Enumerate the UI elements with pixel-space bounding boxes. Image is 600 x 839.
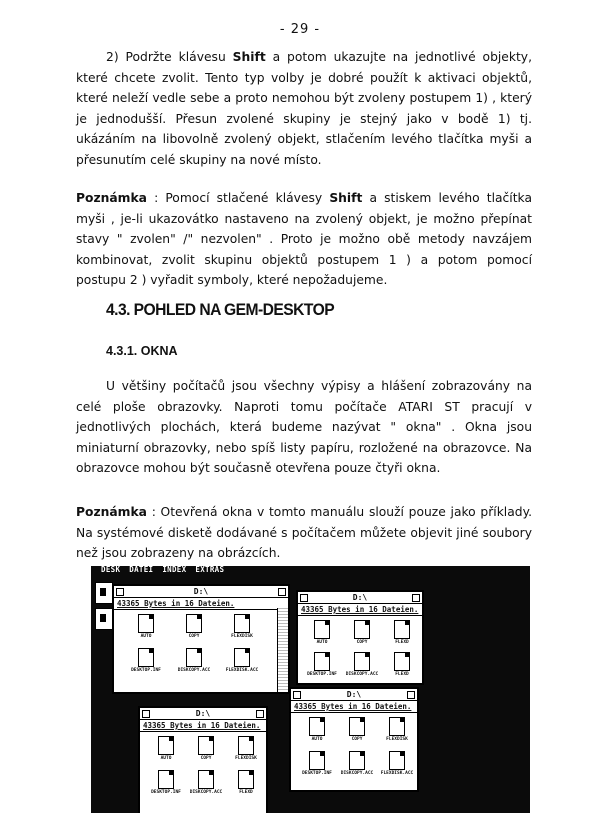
document-icon [394, 620, 410, 639]
file-icon[interactable]: COPY [174, 614, 214, 639]
gem-menubar [101, 566, 224, 576]
window-title[interactable]: D:\ [140, 708, 266, 720]
note-windows-examples [76, 502, 532, 564]
file-icon[interactable]: AUTO [146, 736, 186, 761]
paragraph-body: U většiny počítačů jsou všechny výpisy a hlášení zobrazovány na celé ploše obrazovky. Naproti tomu počítače ATARI ST pracují v jednotlivých plochách, která budeme nazývat " okna" . Okna jsou miniaturní obrazovky, nebo spíš listy papíru, rozložené na obrazovce. Na obrazovce mohou být současně otevřena pouze čtyři okna. [76, 379, 532, 475]
window-info: 43365 Bytes in 16 Dateien. [291, 701, 417, 713]
file-icon[interactable]: DESKTOP.INF [126, 648, 166, 673]
file-icon[interactable]: FLEXD [382, 652, 422, 677]
file-icon[interactable]: FLEXDISK [222, 614, 262, 639]
document-icon [158, 770, 174, 789]
file-icon[interactable]: AUTO [302, 620, 342, 645]
page-number: - 29 - [279, 22, 321, 37]
file-icon[interactable]: AUTO [297, 717, 337, 742]
window-title[interactable]: D:\ [114, 586, 288, 598]
document-icon [309, 751, 325, 770]
window-1[interactable] [112, 584, 290, 694]
document-icon [389, 751, 405, 770]
document-icon [198, 770, 214, 789]
document-icon [238, 770, 254, 789]
menu-datei[interactable]: DATEI [129, 566, 154, 574]
note-body: : Otevřená okna v tomto manuálu slouží pouze jako příklady. Na systémové disketě dodávané s počítačem můžete objevit jiné soubory než jsou zobrazeny na obrázcích. [76, 505, 532, 560]
note-body: a stiskem levého tlačítka myši , je-li ukazovátko nastaveno na zvolený objekt, je možno přepínat stavy " zvolen" /" nezvolen" . Proto je možno obě metody navzájem kombinovat, zvolit skupinu objektů postupem 1 ) a potom pomocí postupu 2 ) vyřadit symboly, které nepožadujeme. [76, 191, 532, 287]
file-icon[interactable]: COPY [337, 717, 377, 742]
document-icon [394, 652, 410, 671]
file-icon[interactable]: DISKCOPY.ACC [174, 648, 214, 673]
document-icon [186, 614, 202, 633]
document-icon [238, 736, 254, 755]
document-icon [138, 614, 154, 633]
window-info: 43365 Bytes in 16 Dateien. [298, 604, 422, 616]
file-icon[interactable]: FLEXD [382, 620, 422, 645]
file-icon[interactable]: COPY [342, 620, 382, 645]
document-icon [234, 648, 250, 667]
paragraph-selection-method-2 [76, 47, 532, 170]
note-sep: : Pomocí stlačené klávesy [146, 191, 330, 205]
document-icon [309, 717, 325, 736]
section-title: 4.3. POHLED NA GEM-DESKTOP [106, 300, 335, 319]
window-info: 43365 Bytes in 16 Dateien. [114, 598, 288, 610]
window-title[interactable]: D:\ [291, 689, 417, 701]
document-icon [314, 620, 330, 639]
document-icon [314, 652, 330, 671]
key-shift: Shift [232, 50, 266, 64]
menu-extras[interactable]: EXTRAS [195, 566, 225, 574]
document-icon [234, 614, 250, 633]
paragraph-body: a potom ukazujte na jednotlivé objekty, které chcete zvolit. Tento typ volby je dobré použít k aktivaci objektů, které neleží vedle sebe a proto nemohou být zvoleny postupem 1) , který je jednodušší. Přesun zvolené skupiny je stejný jako v bodě 1) tj. ukázáním na libovolně zvolený objekt, stlačením levého tlačítka myši a přesunutím celé skupiny na nové místo. [76, 50, 532, 167]
window-title[interactable]: D:\ [298, 592, 422, 604]
file-icon[interactable]: COPY [186, 736, 226, 761]
file-icon[interactable]: DESKTOP.INF [146, 770, 186, 795]
window-4[interactable] [289, 687, 419, 792]
vertical-scrollbar[interactable] [277, 608, 288, 692]
note-label: Poznámka [76, 505, 147, 519]
window-info: 43365 Bytes in 16 Dateien. [140, 720, 266, 732]
file-icon[interactable]: FLEXDISK.ACC [377, 751, 417, 776]
document-icon [354, 620, 370, 639]
file-icon[interactable]: DESKTOP.INF [302, 652, 342, 677]
gem-desktop-figure [91, 566, 530, 813]
file-icon[interactable]: DISKCOPY.ACC [337, 751, 377, 776]
file-icon[interactable]: DISKCOPY.ACC [186, 770, 226, 795]
document-icon [138, 648, 154, 667]
window-2[interactable] [296, 590, 424, 685]
drive-a-icon[interactable] [95, 582, 113, 604]
file-icon[interactable]: FLEXD [226, 770, 266, 795]
document-icon [349, 751, 365, 770]
key-shift: Shift [329, 191, 363, 205]
menu-desk[interactable]: DESK [101, 566, 121, 574]
file-icon[interactable]: FLEXDISK [377, 717, 417, 742]
document-icon [198, 736, 214, 755]
note-label: Poznámka [76, 191, 147, 205]
file-icon[interactable]: AUTO [126, 614, 166, 639]
document-icon [389, 717, 405, 736]
paragraph-windows-intro [76, 376, 532, 479]
file-icon[interactable]: FLEXDISK [226, 736, 266, 761]
document-icon [349, 717, 365, 736]
file-icon[interactable]: FLEXDISK.ACC [222, 648, 262, 673]
file-icon[interactable]: DESKTOP.INF [297, 751, 337, 776]
menu-index[interactable]: INDEX [162, 566, 187, 574]
drive-b-icon[interactable] [95, 608, 113, 630]
document-icon [158, 736, 174, 755]
paragraph-lead: 2) Podržte klávesu [106, 50, 233, 64]
file-icon[interactable]: DISKCOPY.ACC [342, 652, 382, 677]
document-icon [186, 648, 202, 667]
window-3[interactable] [138, 706, 268, 813]
subsection-title: 4.3.1. OKNA [106, 344, 178, 358]
note-shift-toggle [76, 188, 532, 291]
document-icon [354, 652, 370, 671]
